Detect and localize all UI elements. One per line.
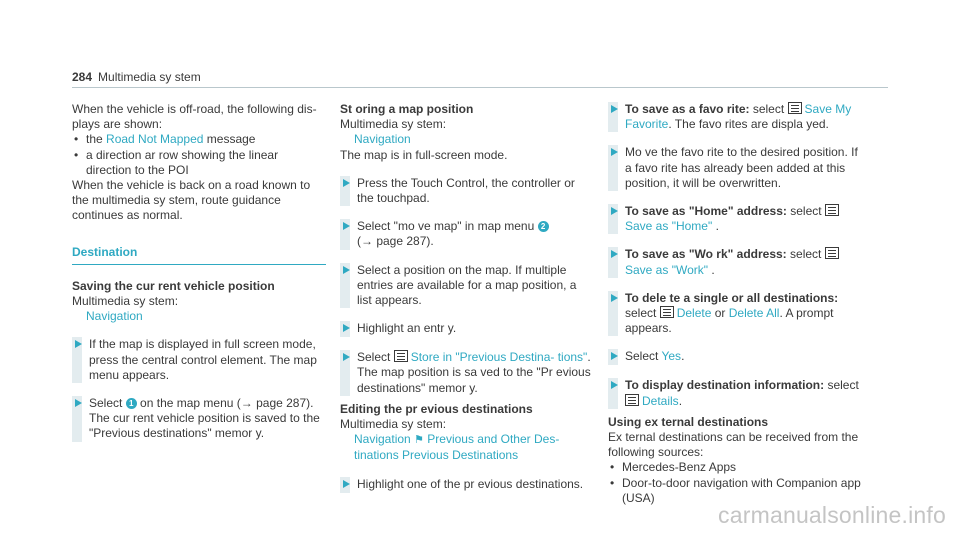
step-text-part: select <box>625 306 657 321</box>
step-text-part: select <box>752 102 785 116</box>
step-arrow-icon <box>611 105 618 113</box>
step-arrow-icon <box>611 381 618 389</box>
step-text-part: on the map menu (→ page 287). The cur rent vehicle position is saved to the "Previous destinations" memor y. <box>89 396 320 441</box>
column-2 <box>340 102 594 493</box>
column-1 <box>72 102 326 442</box>
callout-2-icon: 2 <box>538 221 549 232</box>
step <box>340 263 594 309</box>
outro-text: When the vehicle is back on a road known to the multimedia sy stem, route guidance continues as normal. <box>72 178 311 223</box>
step-text <box>625 102 862 132</box>
step-text <box>625 349 862 364</box>
step-text-part: . The favo rites are displa yed. <box>668 117 829 132</box>
flag-icon: ⚑ <box>414 434 424 447</box>
step-text-part: . <box>711 262 715 277</box>
step-text-part: Select <box>625 349 659 364</box>
step-text-part: select <box>790 204 822 219</box>
header-title: Multimedia sy stem <box>98 70 201 84</box>
menu-icon <box>660 306 674 318</box>
step-text-part: . A prompt appears. <box>625 306 834 336</box>
step-arrow-icon <box>343 179 350 187</box>
subsection-title: Saving the cur rent vehicle position <box>72 278 275 293</box>
step-text: Select a position on the map. If multiple entries are available for a map position, a list appears. <box>357 262 577 308</box>
step-text: If the map is displayed in full screen mode, press the central control element. The map menu appears. <box>89 337 317 382</box>
menu-icon <box>394 350 408 362</box>
road-not-mapped-label: Road Not Mapped <box>106 132 204 147</box>
header-divider <box>72 87 888 88</box>
menu-icon <box>788 102 802 114</box>
step-arrow-icon <box>75 399 82 407</box>
intro-text: When the vehicle is off-road, the following dis- plays are shown: <box>72 102 317 132</box>
step-arrow-icon <box>611 250 618 258</box>
step-text: Highlight one of the pr evious destinations. <box>357 476 584 491</box>
previous-and-other-destinations-link[interactable]: Previous and Other Des- tinations <box>354 432 560 463</box>
step <box>72 396 326 442</box>
step-text-part: Select <box>89 396 123 411</box>
yes-label: Yes <box>661 349 682 364</box>
step <box>340 321 594 337</box>
step-arrow-icon <box>343 266 350 274</box>
step-arrow-icon <box>611 294 618 302</box>
external-destinations-text: Ex ternal destinations can be received from the following sources: <box>608 430 859 460</box>
bullet-text: message <box>206 132 256 147</box>
step-text <box>625 204 862 234</box>
step-arrow-icon <box>343 353 350 361</box>
menu-icon <box>825 247 839 259</box>
step-text-part: Select "mo ve map" in map menu <box>357 219 535 234</box>
page-header <box>72 70 201 84</box>
step <box>608 247 862 277</box>
step-lead: To save as "Home" address: <box>625 204 787 219</box>
step-text: Mo ve the favo rite to the desired position. If a favo rite has already been added at this position, it will be overwritten. <box>625 145 858 190</box>
list-item <box>72 132 326 147</box>
callout-1-icon: 1 <box>126 398 137 409</box>
step <box>608 378 862 408</box>
system-line: Multimedia sy stem: <box>340 417 447 432</box>
system-line: Multimedia sy stem: <box>72 294 179 309</box>
step-text <box>625 291 862 337</box>
step-text-part: select <box>827 378 859 393</box>
step-text-part: or <box>714 306 726 321</box>
step-text <box>625 247 862 277</box>
step-text-part: (→ page 287). <box>357 234 434 249</box>
step <box>340 176 594 206</box>
list-item: • a direction ar row showing the linear direction to the POI <box>72 148 326 178</box>
page-number: 284 <box>72 70 93 84</box>
step <box>340 219 594 249</box>
step-text: Highlight an entr y. <box>357 321 457 336</box>
navigation-link[interactable]: Navigation <box>354 132 411 147</box>
previous-destinations-link[interactable]: Previous Destinations <box>402 448 519 463</box>
column-3 <box>608 102 862 506</box>
step <box>608 291 862 337</box>
step <box>608 349 862 365</box>
save-as-home-label: Save as "Home" <box>625 219 713 234</box>
menu-icon <box>625 394 639 406</box>
step-text-part: . <box>715 219 719 234</box>
step-lead: To display destination information: <box>625 378 825 393</box>
step-arrow-icon <box>611 207 618 215</box>
menu-icon <box>825 204 839 216</box>
step <box>608 204 862 234</box>
storing-title: St oring a map position <box>340 102 474 116</box>
step-text-part: . <box>681 349 685 364</box>
step-text-part: . <box>678 393 683 408</box>
system-line: Multimedia sy stem: <box>340 117 447 132</box>
step <box>340 350 594 396</box>
navigation-path <box>340 432 594 463</box>
step-arrow-icon <box>343 480 350 488</box>
step-text <box>625 378 862 408</box>
delete-label: Delete <box>676 306 712 321</box>
step-arrow-icon <box>611 352 618 360</box>
step <box>608 102 862 132</box>
bullet-text: the <box>86 132 103 147</box>
step-lead: To save as a favo rite: <box>625 102 750 116</box>
external-destinations-title: Using ex ternal destinations <box>608 414 769 429</box>
step <box>72 337 326 383</box>
details-label: Details <box>642 393 679 408</box>
step-text <box>357 350 594 396</box>
navigation-link[interactable]: Navigation <box>354 432 411 447</box>
step-lead: To dele te a single or all destinations: <box>625 290 839 305</box>
editing-title: Editing the pr evious destinations <box>340 401 533 416</box>
step <box>340 477 594 493</box>
step-arrow-icon <box>611 148 618 156</box>
step-text-part: Select <box>357 350 391 365</box>
list-item: • Mercedes-Benz Apps <box>608 460 862 475</box>
save-my-favorite-label: Save My Favorite <box>625 102 852 132</box>
step-arrow-icon <box>75 340 82 348</box>
watermark: carmanualsonline.info <box>718 502 946 528</box>
delete-all-label: Delete All <box>728 306 780 321</box>
step-arrow-icon <box>343 222 350 230</box>
step <box>608 145 862 191</box>
step-text: Press the Touch Control, the controller or the touchpad. <box>357 175 575 206</box>
store-previous-destinations-label: Store in "Previous Destina- tions" <box>410 350 588 365</box>
list-item: • Door-to-door navigation with Companion app (USA) <box>608 476 862 506</box>
step-text-part: . The map position is sa ved to the "Pr evious destinations" memor y. <box>357 350 591 395</box>
section-heading-destination: Destination <box>72 245 326 265</box>
save-as-work-label: Save as "Work" <box>625 262 708 277</box>
step-text <box>357 219 594 249</box>
step-text <box>89 396 326 442</box>
fullscreen-text: The map is in full-screen mode. <box>340 147 508 162</box>
step-text-part: select <box>790 247 822 262</box>
step-lead: To save as "Wo rk" address: <box>625 247 787 262</box>
step-arrow-icon <box>343 324 350 332</box>
navigation-link[interactable]: Navigation <box>86 309 143 324</box>
